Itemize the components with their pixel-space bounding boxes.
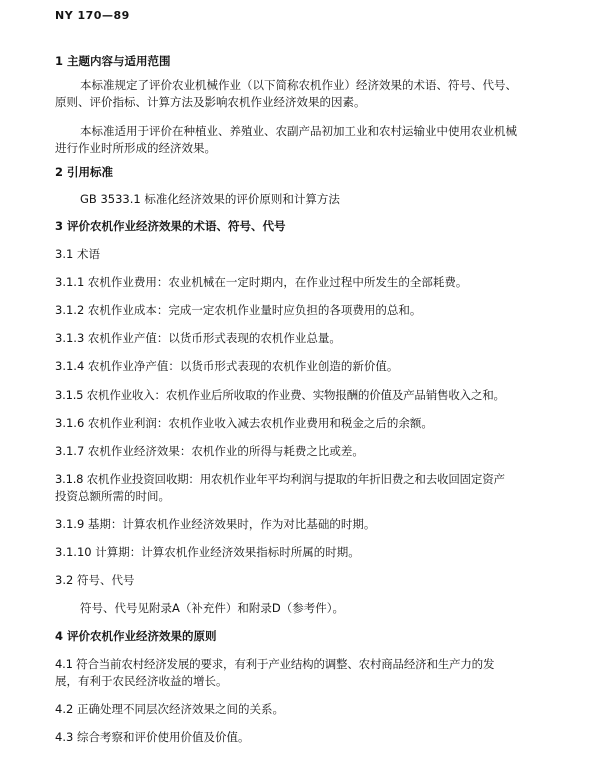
reference-standard: GB 3533.1 标准化经济效果的评价原则和计算方法 [80, 192, 340, 206]
term-3-1-8-line-1: 3.1.8 农机作业投资回收期：用农机作业年平均利润与提取的年折旧费之和去收回固定资产 [55, 472, 505, 486]
subsection-3-2: 3.2 符号、代号 [55, 573, 135, 587]
section-1-title: 1 主题内容与适用范围 [55, 54, 171, 68]
term-3-1-4: 3.1.4 农机作业净产值：以货币形式表现的农机作业创造的新价值。 [55, 359, 399, 373]
term-3-1-7: 3.1.7 农机作业经济效果：农机作业的所得与耗费之比或差。 [55, 444, 364, 458]
section-4-title: 4 评价农机作业经济效果的原则 [55, 629, 217, 643]
term-3-1-1: 3.1.1 农机作业费用：农业机械在一定时期内，在作业过程中所发生的全部耗费。 [55, 275, 468, 289]
term-3-1-3: 3.1.3 农机作业产值：以货币形式表现的农机作业总量。 [55, 331, 341, 345]
section-2-title: 2 引用标准 [55, 165, 114, 179]
principle-4-1-line-1: 4.1 符合当前农村经济发展的要求，有利于产业结构的调整、农村商品经济和生产力的发 [55, 657, 495, 671]
symbols-reference: 符号、代号见附录A（补充件）和附录D（参考件）。 [80, 601, 344, 615]
term-3-1-5: 3.1.5 农机作业收入：农机作业后所收取的作业费、实物报酬的价值及产品销售收入之和。 [55, 388, 505, 402]
term-3-1-8-line-2: 投资总额所需的时间。 [55, 489, 170, 503]
section-1-para-1-line-1: 本标准规定了评价农业机械作业（以下简称农机作业）经济效果的术语、符号、代号、 [80, 78, 517, 92]
term-3-1-9: 3.1.9 基期：计算农机作业经济效果时，作为对比基础的时期。 [55, 517, 376, 531]
section-1-para-2-line-1: 本标准适用于评价在种植业、养殖业、农副产品初加工业和农村运输业中使用农业机械 [80, 124, 517, 138]
principle-4-1-line-2: 展，有利于农民经济收益的增长。 [55, 674, 228, 688]
term-3-1-6: 3.1.6 农机作业利润：农机作业收入减去农机作业费用和税金之后的余额。 [55, 416, 433, 430]
principle-4-3: 4.3 综合考察和评价使用价值及价值。 [55, 730, 250, 744]
subsection-3-1: 3.1 术语 [55, 247, 100, 261]
section-1-para-1-line-2: 原则、评价指标、计算方法及影响农机作业经济效果的因素。 [55, 95, 366, 109]
standard-code-header: NY 170—89 [55, 9, 130, 22]
term-3-1-2: 3.1.2 农机作业成本：完成一定农机作业量时应负担的各项费用的总和。 [55, 303, 422, 317]
section-3-title: 3 评价农机作业经济效果的术语、符号、代号 [55, 219, 286, 233]
principle-4-2: 4.2 正确处理不同层次经济效果之间的关系。 [55, 702, 284, 716]
section-1-para-2-line-2: 进行作业时所形成的经济效果。 [55, 141, 216, 155]
term-3-1-10: 3.1.10 计算期：计算农机作业经济效果指标时所属的时期。 [55, 545, 360, 559]
